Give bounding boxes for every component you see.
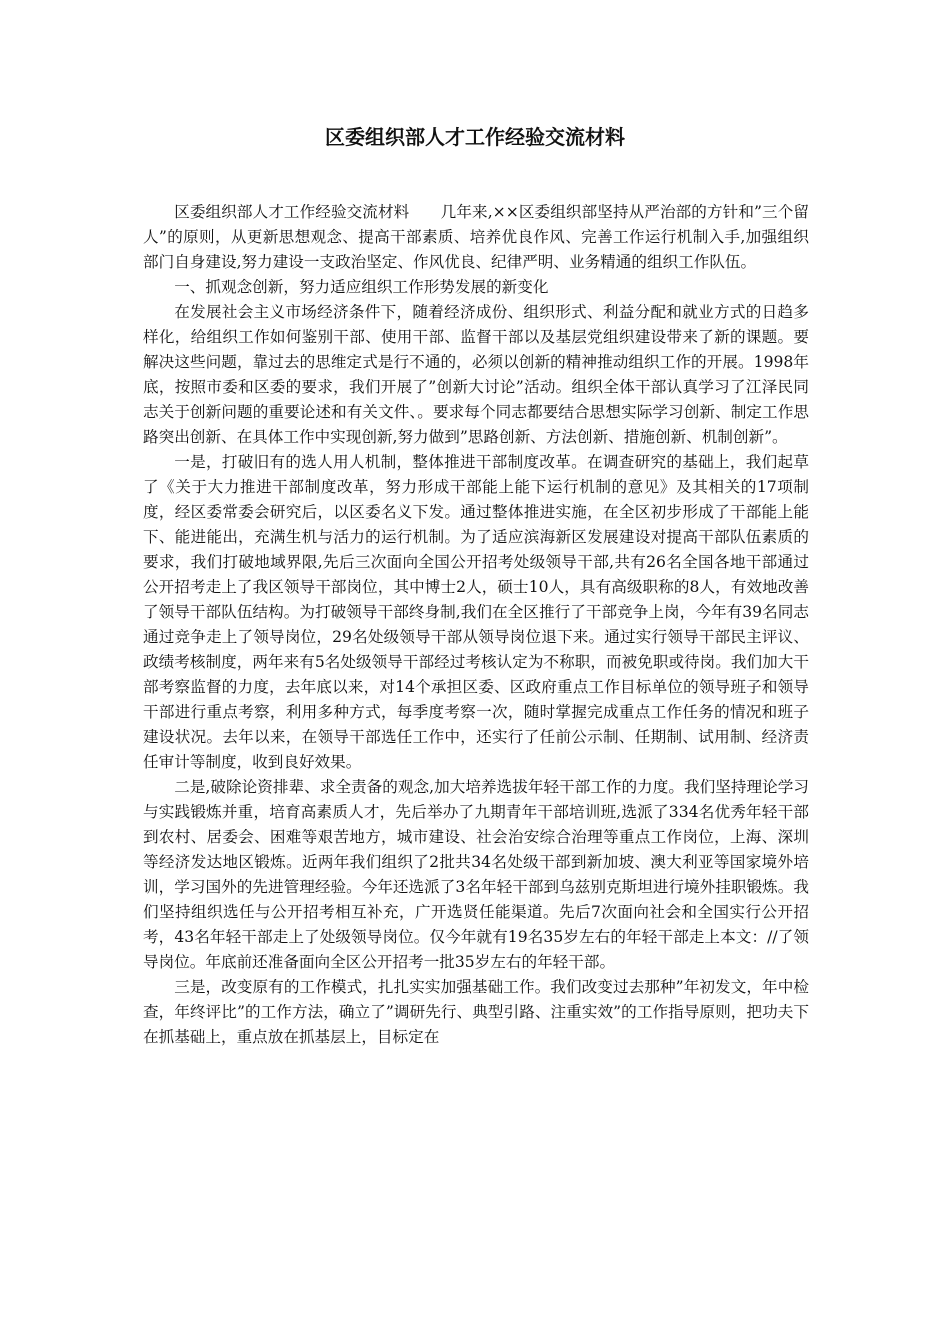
paragraph-context: 在发展社会主义市场经济条件下，随着经济成份、组织形式、利益分配和就业方式的日趋多样化，给组织工作如何鉴别干部、使用干部、监督干部以及基层党组织建设带来了新的课题。要解决这些问题，靠过去的思维定式是行不通的，必须以创新的精神推动组织工作的开展。1998年底，按照市委和区委的要求，我们开展了”创新大讨论”活动。组织全体干部认真学习了江泽民同志关于创新问题的重要论述和有关文件、。要求每个同志都要结合思想实际学习创新、制定工作思路突出创新、在具体工作中实现创新,努力做到”思路创新、方法创新、措施创新、机制创新”。 [143, 303, 809, 446]
document-title: 区委组织部人才工作经验交流材料 [325, 125, 625, 149]
document-body [143, 200, 809, 1050]
paragraph-intro: 区委组织部人才工作经验交流材料 几年来,××区委组织部坚持从严治部的方针和”三个留人”的原则，从更新思想观念、提高干部素质、培养优良作风、完善工作运行机制入手,加强组织部门自身建设,努力建设一支政治坚定、作风优良、纪律严明、业务精通的组织工作队伍。 [143, 203, 809, 271]
paragraph-section-heading: 一、抓观念创新，努力适应组织工作形势发展的新变化 [174, 278, 549, 296]
paragraph-point-one: 一是，打破旧有的选人用人机制，整体推进干部制度改革。在调查研究的基础上，我们起草了《关于大力推进干部制度改革，努力形成干部能上能下运行机制的意见》及其相关的17项制度，经区委常委会研究后，以区委名义下发。通过整体推进实施，在全区初步形成了干部能上能下、能进能出，充满生机与活力的运行机制。为了适应滨海新区发展建设对提高干部队伍素质的要求，我们打破地域界限,先后三次面向全国公开招考处级领导干部,共有26名全国各地干部通过公开招考走上了我区领导干部岗位，其中博士2人，硕士10人，具有高级职称的8人，有效地改善了领导干部队伍结构。为打破领导干部终身制,我们在全区推行了干部竞争上岗，今年有39名同志通过竞争走上了领导岗位，29名处级领导干部从领导岗位退下来。通过实行领导干部民主评议、政绩考核制度，两年来有5名处级领导干部经过考核认定为不称职，而被免职或待岗。我们加大干部考察监督的力度，去年底以来，对14个承担区委、区政府重点工作目标单位的领导班子和领导干部进行重点考察，利用多种方式，每季度考察一次，随时掌握完成重点工作任务的情况和班子建设状况。去年以来，在领导干部选任工作中，还实行了任前公示制、任期制、试用制、经济责任审计等制度，收到良好效果。 [143, 453, 809, 771]
paragraph-point-two: 二是,破除论资排辈、求全责备的观念,加大培养选拔年轻干部工作的力度。我们坚持理论学习与实践锻炼并重，培育高素质人才，先后举办了九期青年干部培训班,选派了334名优秀年轻干部到农村、居委会、困难等艰苦地方，城市建设、社会治安综合治理等重点工作岗位，上海、深圳等经济发达地区锻炼。近两年我们组织了2批共34名处级干部到新加坡、澳大利亚等国家境外培训，学习国外的先进管理经验。今年还选派了3名年轻干部到乌兹别克斯坦进行境外挂职锻炼。我们坚持组织选任与公开招考相互补充，广开选贤任能渠道。先后7次面向社会和全国实行公开招考，43名年轻干部走上了处级领导岗位。仅今年就有19名35岁左右的年轻干部走上本文：//了领导岗位。年底前还准备面向全区公开招考一批35岁左右的年轻干部。 [143, 778, 809, 971]
paragraph-point-three: 三是，改变原有的工作模式，扎扎实实加强基础工作。我们改变过去那种”年初发文，年中检查，年终评比”的工作方法，确立了”调研先行、典型引路、注重实效”的工作指导原则，把功夫下在抓基础上，重点放在抓基层上，目标定在 [143, 978, 809, 1046]
